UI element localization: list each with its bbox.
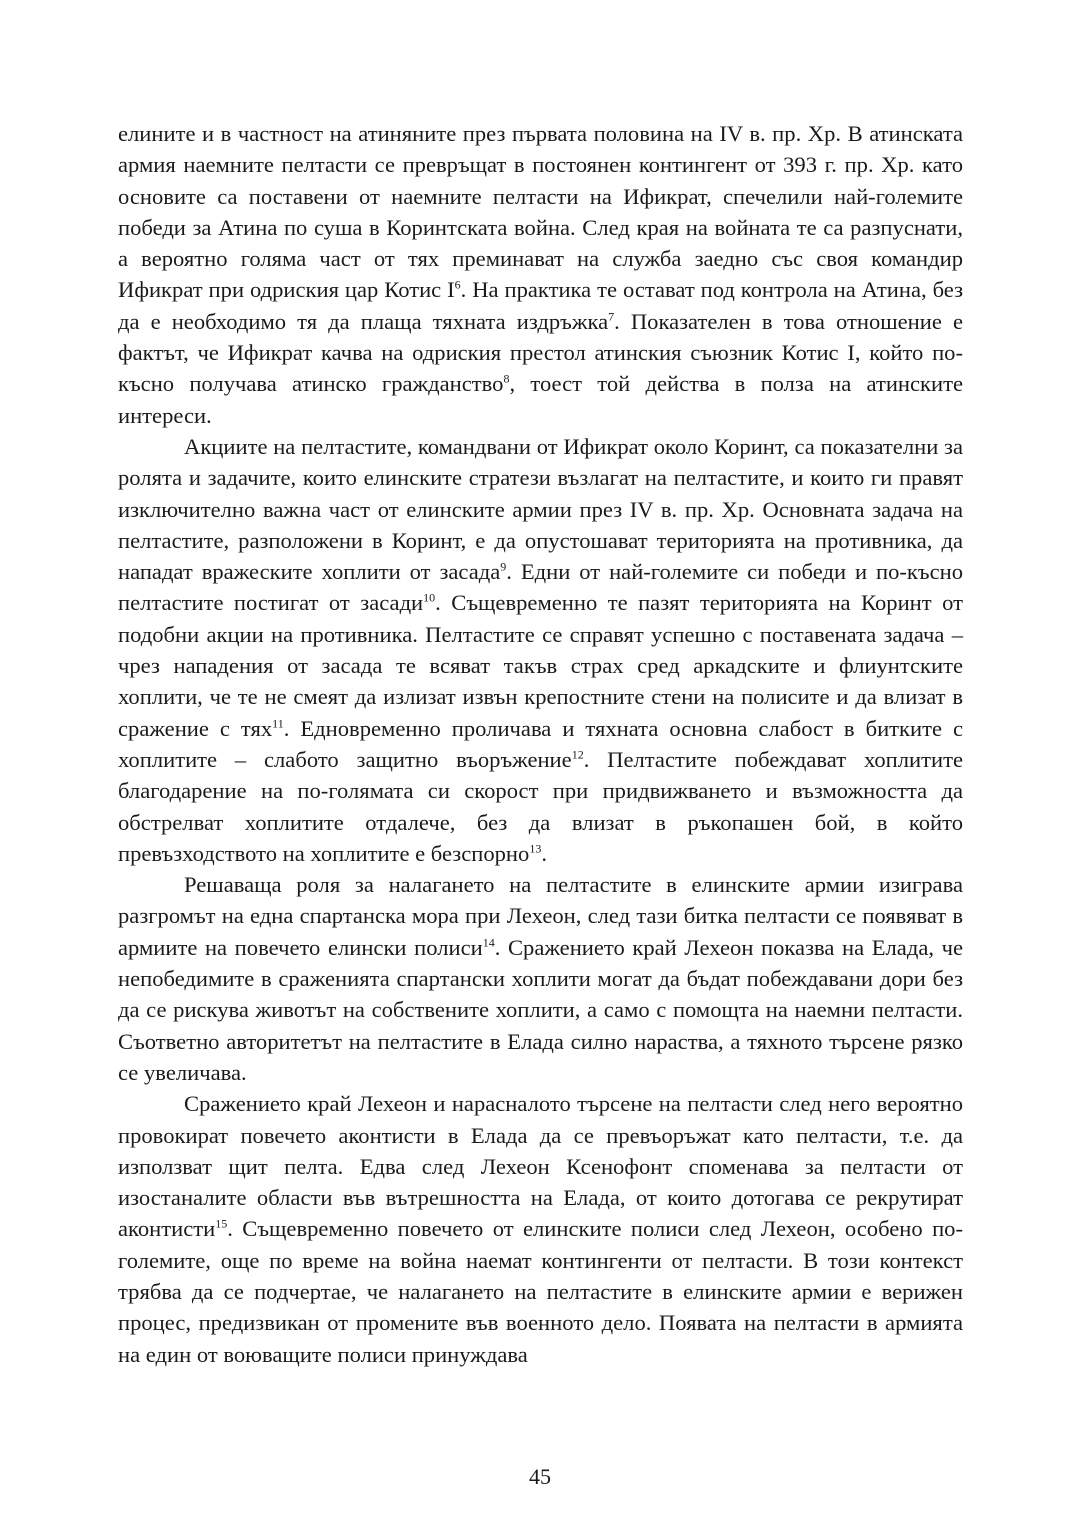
footnote-ref-11: 11 [272, 716, 284, 731]
text-run: . Едновременно проличава и тяхната основна слабост в битките с хоплитите – слабото защитно въоръжение [118, 715, 964, 772]
footnote-ref-10: 10 [423, 590, 436, 605]
text-run: . [541, 840, 547, 866]
text-run: елините и в частност на атиняните през първата половина на IV в. пр. Хр. В атинската армия наемните пелтасти се превръщат в постоянен контингент от 393 г. пр. Хр. като основите са поставени от наемните пелтасти на Ификрат, спечелили най-големите победи за Атина по суша в Коринтската война. След края на войната те са разпуснати, а вероятно голяма част от тях преминават на служба заедно със своя командир Ификрат при одриския цар Котис I [118, 121, 963, 303]
footnote-ref-6: 6 [454, 277, 461, 292]
text-run: . Едни от най-големите си победи и по-късно пелтастите постигат от засади [118, 559, 963, 616]
text-run: Сражението край Лехеон и нарасналото търсене на пелтасти след него вероятно провокират повечето аконтисти в Елада да се превъоръжат като пелтасти, т.е. да използват щит пелта. Едва след Лехеон Ксенофонт споменава за пелтасти от изостаналите области във вътрешността на Елада, от които дотогава се рекрутират аконтисти [118, 1091, 963, 1242]
paragraph-3 [118, 869, 963, 1088]
footnote-ref-14: 14 [482, 935, 495, 950]
text-run: . Пелтастите побеждават хоплитите благодарение на по-голямата си скорост при придвижването и възможността да обстрелват хоплитите отдалече, без да влизат в ръкопашен бой, в който превъзходството на хоплитите е безспорно [118, 746, 964, 866]
text-run: . Показателен в това отношение е фактът, че Ификрат качва на одриския престол атинския съюзник Котис I, който по-късно получава атинско гражданство [118, 308, 963, 397]
footnote-ref-13: 13 [529, 841, 542, 856]
text-run: . На практика те остават под контрола на Атина, без да е необходимо тя да плаща тяхната издръжка [118, 277, 963, 334]
text-run: Акциите на пелтастите, командвани от Ификрат около Коринт, са показателни за ролята и задачите, които елинските стратези възлагат на пелтастите, и които ги правят изключително важна част от елинските армии през IV в. пр. Хр. Основната задача на пелтастите, разположени в Коринт, е да опустошават територията на противника, да нападат вражеските хоплити от засада [118, 433, 963, 585]
footnote-ref-8: 8 [503, 371, 510, 386]
text-run: . Същевременно повечето от елинските полиси след Лехеон, особено по-големите, още по време на война наемат контингенти от пелтасти. В този контекст трябва да се подчертае, че налагането на пелтастите в елинските армии е верижен процес, предизвикан от промените във военното дело. Появата на пелтасти в армията на един от воюващите полиси принуждава [118, 1216, 963, 1367]
footnote-ref-9: 9 [500, 559, 507, 574]
text-run: Решаваща роля за налагането на пелтастите в елинските армии изиграва разгромът на една спартанска мора при Лехеон, след тази битка пелтасти се появяват в армиите на повечето елински полиси [118, 872, 963, 960]
footnote-ref-7: 7 [608, 309, 615, 324]
paragraph-4 [118, 1088, 963, 1370]
text-run: , тоест той действа в полза на атинските интереси. [118, 371, 964, 428]
text-run: . Същевременно те пазят територията на Коринт от подобни акции на противника. Пелтастите се справят успешно с поставената задача – чрез нападения от засада те всяват такъв страх сред аркадските и флиунтските хоплити, че те не смеят да излизат извън крепостните стени на полисите и да влизат в сражение с тях [118, 590, 963, 741]
page-number: 45 [529, 1464, 551, 1489]
paragraph-1 [118, 118, 963, 431]
footnote-ref-12: 12 [571, 747, 584, 762]
text-run: . Сражението край Лехеон показва на Елада, че непобедимите в сраженията спартански хоплити могат да бъдат побеждавани дори без да се рискува животът на собствените хоплити, а само с помощта на наемни пелтасти. Съответно авторитетът на пелтастите в Елада силно нараства, а тяхното търсене рязко се увеличава. [118, 934, 963, 1085]
paragraph-2 [118, 431, 963, 869]
body-text [118, 118, 963, 1370]
footnote-ref-15: 15 [215, 1216, 228, 1231]
